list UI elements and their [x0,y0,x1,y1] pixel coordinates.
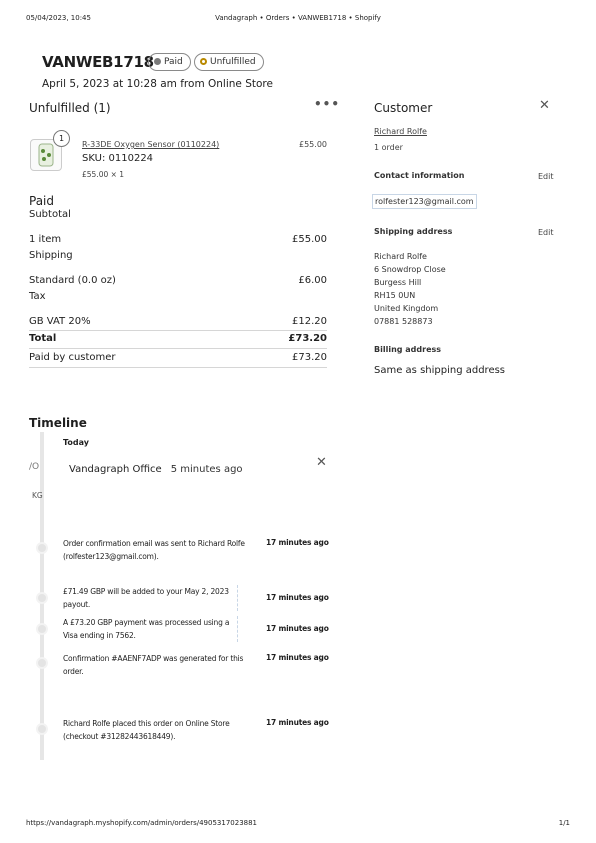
customer-title: Customer [374,101,433,115]
timeline-event-time: 17 minutes ago [266,593,329,602]
tax-value: £12.20 [292,316,327,327]
billing-address-title: Billing address [374,345,442,354]
timeline-event-time: 17 minutes ago [266,538,329,547]
timeline-event-time: 17 minutes ago [266,653,329,662]
timeline-event-time: 17 minutes ago [266,718,329,727]
product-link[interactable]: R-33DE Oxygen Sensor (0110224) [82,140,220,149]
print-datetime: 05/04/2023, 10:45 [26,14,91,22]
paid-by-label: Paid by customer [29,352,116,363]
timeline-today: Today [63,438,89,447]
comment-author: Vandagraph Office [69,464,162,475]
timeline-event-text: A £73.20 GBP payment was processed using a Visa ending in 7562. [63,616,238,642]
timeline-dot [36,592,48,604]
quantity-badge: 1 [53,130,70,147]
items-value: £55.00 [292,234,327,245]
timeline-event-text: Richard Rolfe placed this order on Online Store (checkout #31282443618449). [63,719,230,741]
unfulfilled-dot-icon [200,58,207,65]
product-unit-line: £55.00 × 1 [82,170,125,179]
subtotal-label: Subtotal [29,209,71,220]
timeline-event-text: Confirmation #AAENF7ADP was generated for this order. [63,654,244,676]
timeline-event-text: £71.49 GBP will be added to your May 2, 2023 payout. [63,585,238,611]
contact-title: Contact information [374,171,465,180]
print-page-number: 1/1 [558,819,570,827]
paid-by-value: £73.20 [292,352,327,363]
timeline-side-label: /O [29,462,40,472]
close-icon[interactable]: ✕ [539,98,550,113]
timeline-dot [36,623,48,635]
email-link[interactable]: rolfester123@gmail.com [372,194,477,209]
paid-title: Paid [29,194,55,208]
billing-address-value: Same as shipping address [374,365,506,376]
total-value: £73.20 [288,333,327,344]
timeline-dot [36,542,48,554]
product-sku: SKU: 0110224 [82,153,154,164]
divider [29,367,327,368]
print-title: Vandagraph • Orders • VANWEB1718 • Shopify [215,14,381,22]
order-id: VANWEB1718 [42,53,154,71]
timeline-event-text: Order confirmation email was sent to Richard Rolfe (rolfester123@gmail.com). [63,539,245,561]
timeline-dot [36,657,48,669]
customer-name-link[interactable]: Richard Rolfe [374,127,427,136]
order-date-line: April 5, 2023 at 10:28 am from Online Store [42,78,273,90]
total-label: Total [29,333,57,344]
timeline-dot [36,723,48,735]
unfulfilled-title: Unfulfilled (1) [29,101,111,115]
shipping-method: Standard (0.0 oz) [29,275,116,286]
shipping-value: £6.00 [298,275,327,286]
divider [29,348,327,349]
contact-edit-button[interactable]: Edit [538,172,554,181]
close-comment-icon[interactable]: ✕ [316,455,327,470]
paid-dot-icon [154,58,161,65]
comment-time: 5 minutes ago [170,464,243,475]
product-price: £55.00 [299,140,327,149]
shipping-edit-button[interactable]: Edit [538,228,554,237]
comment-header [69,457,243,476]
print-url: https://vandagraph.myshopify.com/admin/orders/4905317023881 [26,819,258,827]
customer-orders: 1 order [374,143,403,152]
shipping-address: Richard Rolfe 6 Snowdrop Close Burgess Hill RH15 0UN United Kingdom 07881 528873 [374,252,446,326]
tax-label: Tax [29,291,46,302]
tax-line: GB VAT 20% [29,316,91,327]
timeline-event-time: 17 minutes ago [266,624,329,633]
timeline-title: Timeline [29,416,87,430]
status-badge-paid: Paid [148,53,191,71]
avatar: KG [32,491,43,500]
status-badge-unfulfilled: Unfulfilled [194,53,264,71]
items-label: 1 item [29,234,62,245]
shipping-address-title: Shipping address [374,227,453,236]
divider [29,330,327,331]
more-actions-icon[interactable]: ••• [314,97,341,111]
shipping-label: Shipping [29,250,73,261]
